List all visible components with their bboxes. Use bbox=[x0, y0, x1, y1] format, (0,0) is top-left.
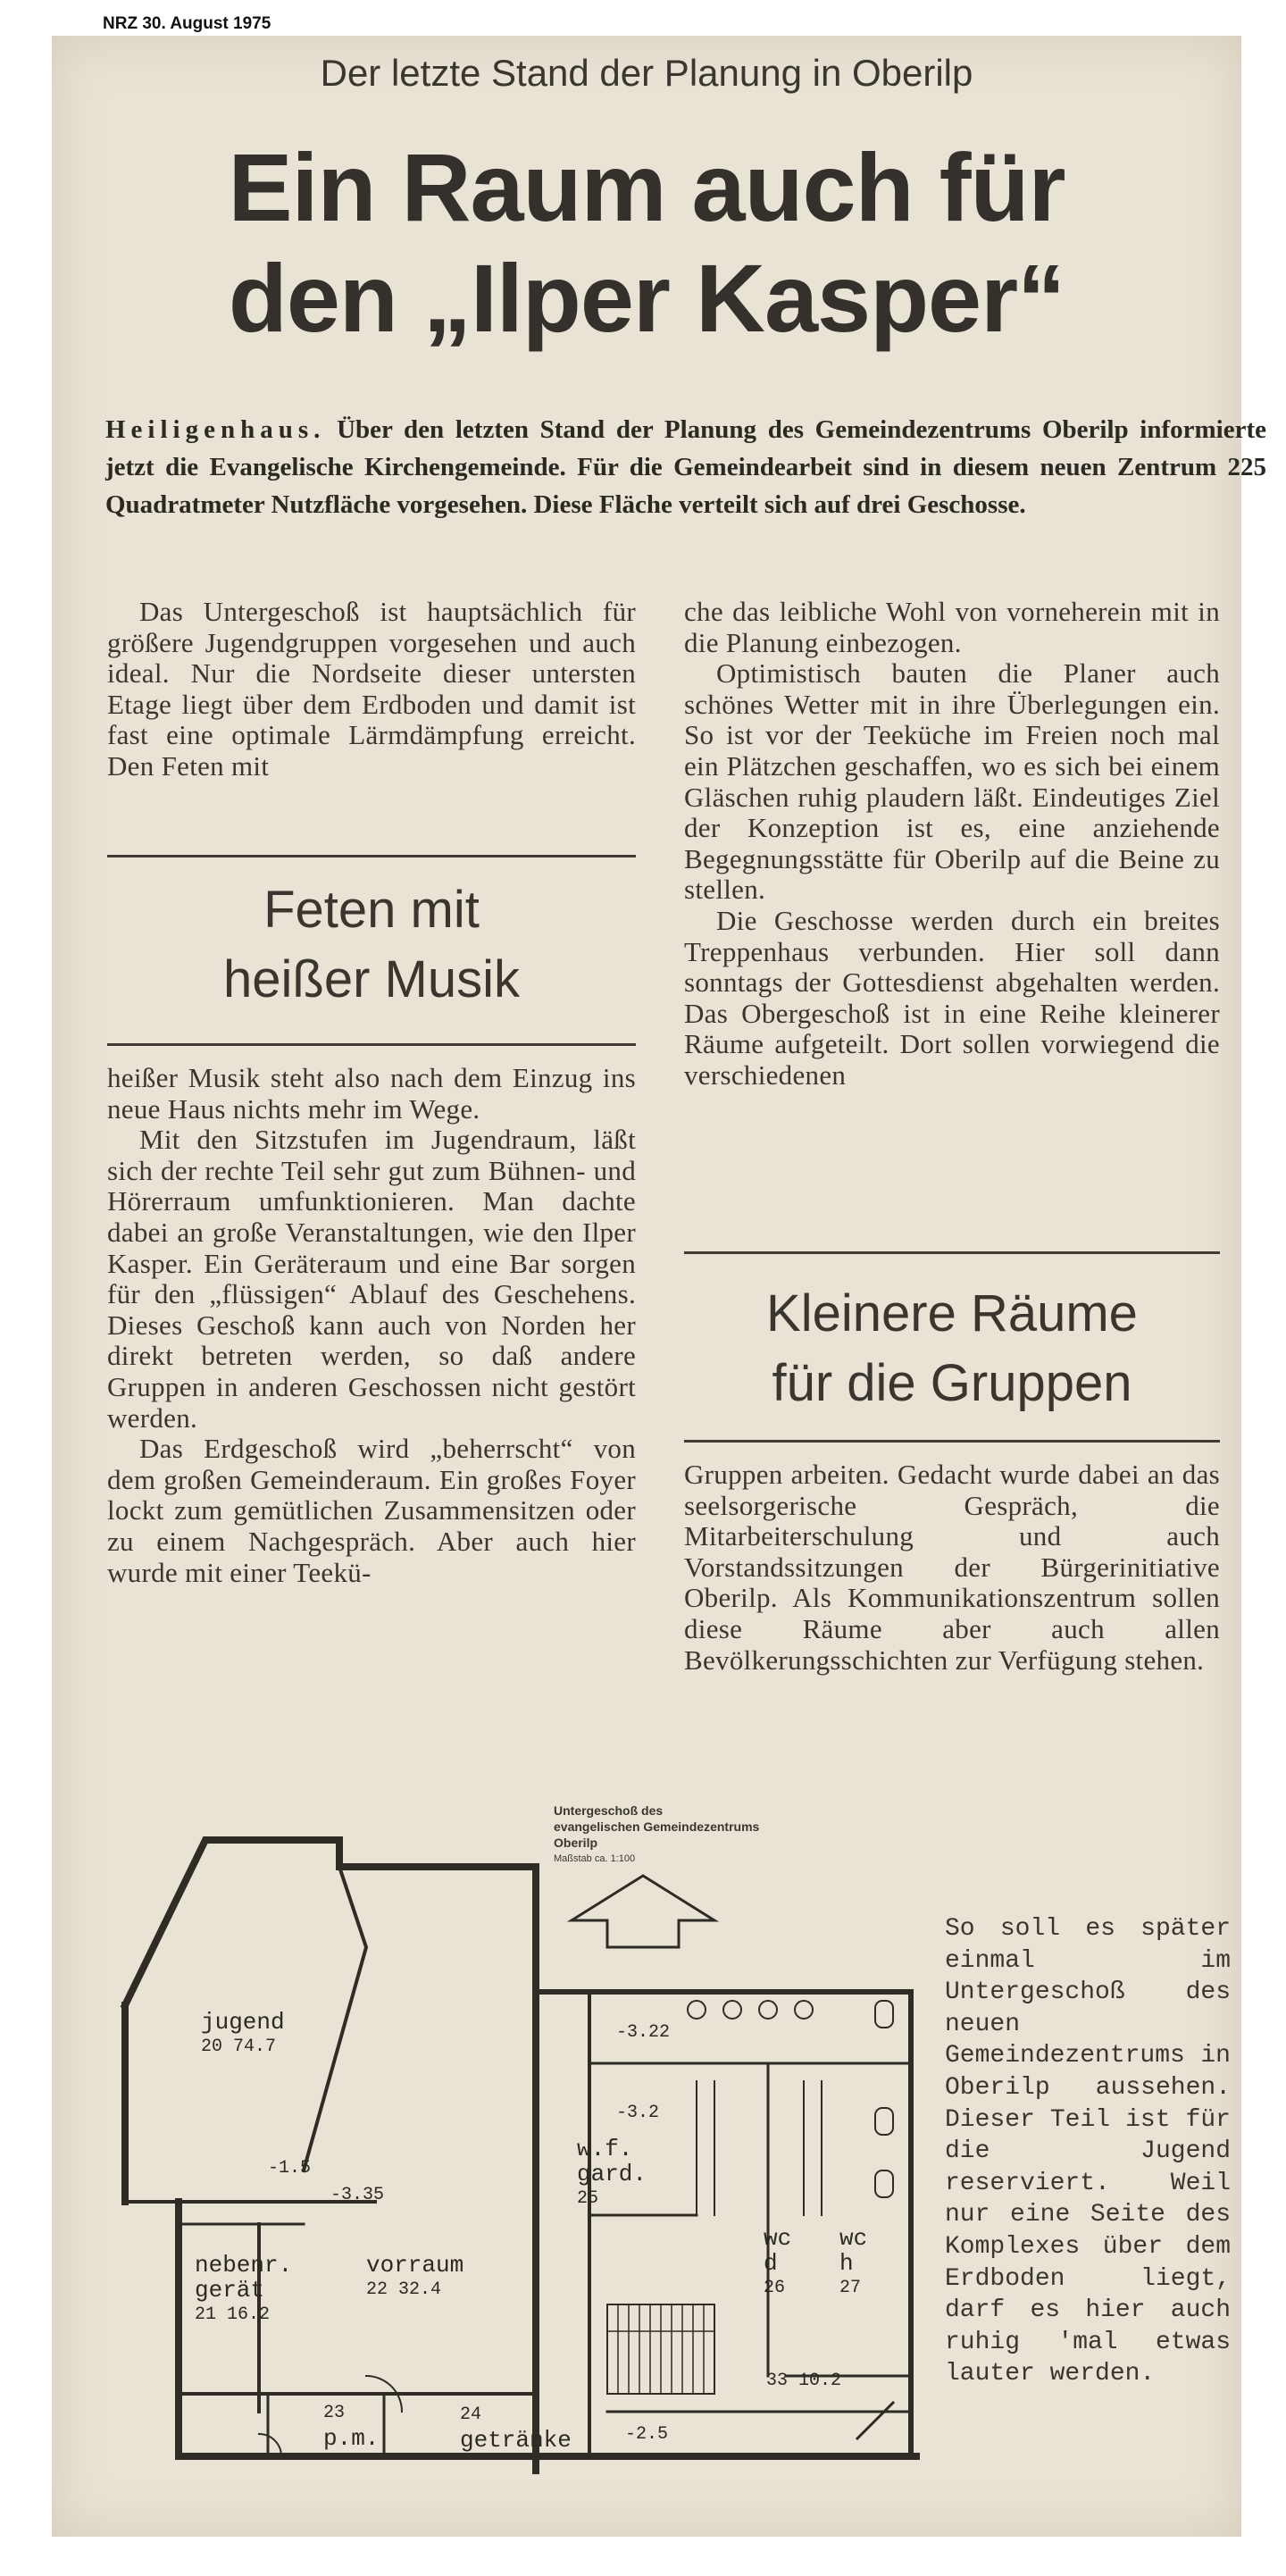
room-area: 10.2 bbox=[798, 2371, 842, 2391]
right-para-2: Optimistisch bauten die Planer auch schönes Wetter mit in ihre Überlegungen ein. So ist vor der Teeküche im Freien noch mal ein Plätzchen geschaffen, wo es sich bei einem Gläschen ruhig plaudern läßt. Eindeutiges Ziel der Konzeption ist es, eine anziehende Begegnungsstätte für Oberilp auf die Beine zu stellen. bbox=[684, 657, 1220, 906]
lead-paragraph bbox=[105, 411, 1266, 523]
room-label-wc-d bbox=[764, 2226, 791, 2301]
outer-wall bbox=[536, 1992, 911, 2456]
room-name: vorraum bbox=[366, 2252, 464, 2279]
room-name: gard. bbox=[577, 2161, 647, 2187]
level-marker: -2.5 bbox=[625, 2424, 669, 2445]
plan-title-line-1: Untergeschoß des bbox=[554, 1803, 664, 1818]
room-name: getränke bbox=[460, 2427, 572, 2454]
level-marker: -3.35 bbox=[330, 2185, 385, 2205]
room-area: 74.7 bbox=[233, 2037, 277, 2057]
room-name: h bbox=[839, 2250, 854, 2277]
room-label-getraenke bbox=[460, 2403, 572, 2453]
plan-scale: Maßstab ca. 1:100 bbox=[554, 1853, 636, 1864]
wc-partition bbox=[697, 2081, 822, 2215]
column-left-top bbox=[107, 597, 636, 782]
column-right-bottom bbox=[684, 1459, 1220, 1676]
divider-rule bbox=[107, 1043, 636, 1046]
left-para-2: heißer Musik steht also nach dem Einzug ins neue Haus nichts mehr im Wege. bbox=[107, 1062, 636, 1125]
room-area: 16.2 bbox=[227, 2304, 271, 2325]
room-area: 32.4 bbox=[398, 2279, 442, 2300]
level-marker: -3.2 bbox=[616, 2103, 660, 2123]
stairs bbox=[618, 2304, 704, 2394]
lead-text: Über den letzten Stand der Planung des Gemeindezentrums Oberilp informierte jetzt die Evangelische Kirchengemeinde. Für die Gemeindearbeit sind in diesem neuen Zentrum 225 Quadratmeter Nutzfläche vorgesehen. Diese Fläche verteilt sich auf drei Geschosse. bbox=[105, 415, 1267, 519]
column-left-bottom bbox=[107, 1063, 636, 1588]
room-number: 25 bbox=[577, 2188, 599, 2209]
column-right-top bbox=[684, 597, 1220, 1091]
room-number: 26 bbox=[764, 2278, 786, 2298]
room-name: jugend bbox=[201, 2009, 285, 2036]
fixture bbox=[875, 2170, 893, 2197]
subhead-kleinere bbox=[684, 1279, 1220, 1418]
room-number: 22 bbox=[366, 2279, 388, 2300]
outer-wall bbox=[125, 1840, 536, 2474]
plan-caption: So soll es später einmal im Untergeschoß des neuen Gemeindezentrums in Oberilp aussehen. Dieser Teil ist für die Jugend reserviert. Weil nur eine Seite des Komplexes über dem Erdboden liegt, darf es hier auch ruhig 'mal etwas lauter werden. bbox=[945, 1915, 1231, 2388]
room-name: p.m. bbox=[323, 2425, 380, 2452]
headline-line-2: den „Ilper Kasper“ bbox=[228, 244, 1065, 352]
plan-title-line-2: evangelischen Gemeindezentrums bbox=[554, 1819, 760, 1834]
fixture bbox=[688, 2001, 706, 2019]
door-swing bbox=[857, 2403, 893, 2438]
plan-title bbox=[554, 1802, 839, 1867]
room-label-flur bbox=[766, 2369, 841, 2394]
fixture bbox=[759, 2001, 777, 2019]
subhead-feten bbox=[107, 875, 636, 1015]
subhead-kleinere-line-1: Kleinere Räume bbox=[766, 1284, 1138, 1342]
room-name: w.f. bbox=[577, 2136, 633, 2162]
left-para-3: Mit den Sitzstufen im Jugendraum, läßt sich der rechte Teil sehr gut zum Bühnen- und Hörerraum umfunktionieren. Man dachte dabei an große Veranstaltungen, wie den Ilper Kasper. Ein Geräteraum und eine Bar sorgen für den „flüssigen“ Ablauf des Geschehens. Dieses Geschoß kann auch von Norden her direkt betreten werden, so daß andere Gruppen in anderen Geschossen nicht gestört werden. bbox=[107, 1124, 636, 1434]
source-label: NRZ 30. August 1975 bbox=[103, 14, 271, 33]
room-name: d bbox=[764, 2250, 778, 2277]
subhead-feten-line-1: Feten mit bbox=[263, 881, 480, 939]
level-marker: -1.5 bbox=[268, 2158, 312, 2179]
headline-line-1: Ein Raum auch für bbox=[228, 133, 1065, 241]
room-name: wc bbox=[839, 2225, 868, 2252]
dateline: Heiligenhaus. bbox=[105, 415, 326, 444]
room-label-pm bbox=[323, 2401, 379, 2451]
subhead-feten-line-2: heißer Musik bbox=[223, 950, 520, 1008]
room-label-nebenraum bbox=[195, 2253, 292, 2328]
divider-rule bbox=[684, 1251, 1220, 1254]
room-number: 24 bbox=[460, 2405, 482, 2425]
room-name: gerät bbox=[195, 2277, 265, 2304]
level-marker: -3.22 bbox=[616, 2022, 671, 2043]
fixture bbox=[875, 2001, 893, 2028]
fixture bbox=[875, 2108, 893, 2135]
room-name: wc bbox=[764, 2225, 792, 2252]
headline bbox=[52, 132, 1241, 354]
kicker-line: Der letzte Stand der Planung in Oberilp bbox=[320, 52, 973, 94]
room-label-wfgard bbox=[577, 2137, 647, 2212]
right-para-1: che das leibliche Wohl von vorneherein mit in die Planung einbezogen. bbox=[684, 596, 1220, 658]
right-para-4: Gruppen arbeiten. Gedacht wurde dabei an das seelsorgerische Gespräch, die Mitarbeiterschulung und auch Vorstandssitzungen der Bürgerinitiative Oberilp. Als Kommunikationszentrum sollen diese Räume aber auch allen Bevölkerungsschichten zur Verfügung stehen. bbox=[684, 1459, 1220, 1676]
entry-arrow bbox=[572, 1876, 714, 1947]
divider-rule bbox=[684, 1440, 1220, 1443]
room-label-jugend bbox=[201, 2010, 285, 2060]
fixture bbox=[795, 2001, 813, 2019]
room-number: 20 bbox=[201, 2037, 223, 2057]
inner-wall bbox=[304, 1867, 366, 2170]
divider-rule bbox=[107, 855, 636, 857]
right-para-3: Die Geschosse werden durch ein breites Treppenhaus verbunden. Hier soll dann sonntags der Gottesdienst abgehalten werden. Das Obergeschoß ist in eine Reihe kleinerer Räume aufgeteilt. Dort sollen vorwiegend die verschiedenen bbox=[684, 904, 1220, 1091]
fixture bbox=[723, 2001, 741, 2019]
left-para-4: Das Erdgeschoß wird „beherrscht“ von dem großen Gemeinderaum. Ein großes Foyer lockt zum gemütlichen Zusammensitzen oder zu einem Nachgespräch. Aber auch hier wurde mit einer Teekü- bbox=[107, 1433, 636, 1588]
room-label-wc-h bbox=[839, 2226, 867, 2301]
room-number: 23 bbox=[323, 2403, 346, 2423]
room-number: 27 bbox=[839, 2278, 862, 2298]
room-label-vorraum bbox=[366, 2253, 463, 2303]
subhead-kleinere-line-2: für die Gruppen bbox=[772, 1354, 1132, 1412]
room-name: nebenr. bbox=[195, 2252, 293, 2279]
plan-title-line-3: Oberilp bbox=[554, 1836, 598, 1850]
left-para-1: Das Untergeschoß ist hauptsächlich für größere Jugendgruppen vorgesehen und auch ideal. Nur die Nordseite dieser untersten Etage liegt über dem Erdboden und damit ist fast eine optimale Lärmdämpfung erreicht. Den Feten mit bbox=[107, 596, 636, 782]
room-number: 21 bbox=[195, 2304, 217, 2325]
room-number: 33 bbox=[766, 2371, 789, 2391]
